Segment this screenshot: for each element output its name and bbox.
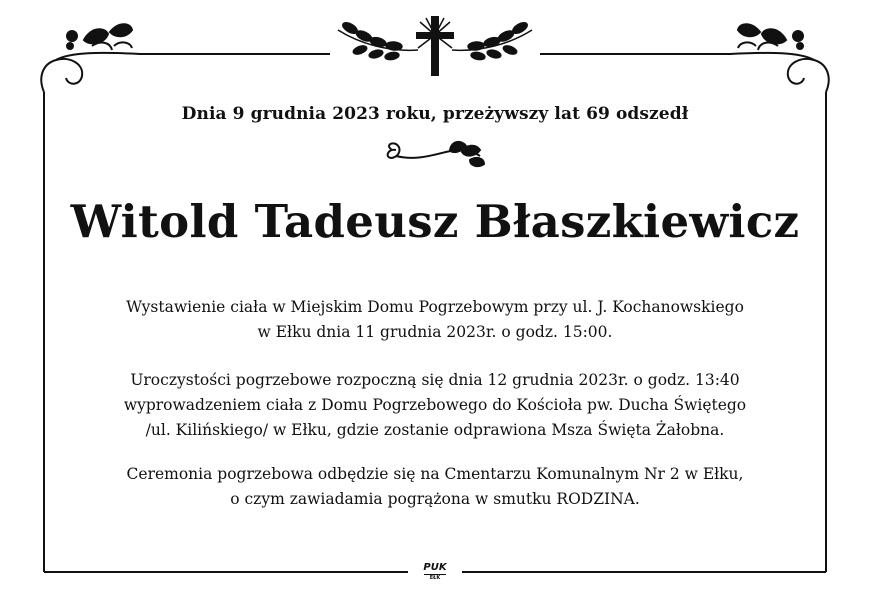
burial-paragraph — [60, 462, 810, 512]
puk-logo — [412, 563, 458, 581]
corner-flourish-icon — [41, 24, 140, 92]
paragraph-line: o czym zawiadamia pogrążona w smutku RODZINA. — [230, 490, 640, 508]
paragraph-line: w Ełku dnia 11 grudnia 2023r. o godz. 15:00. — [257, 323, 613, 341]
leaf-swirl-divider-icon — [388, 142, 484, 166]
paragraph-line: Uroczystości pogrzebowe rozpoczną się dnia 12 grudnia 2023r. o godz. 13:40 — [130, 371, 740, 389]
death-notice-headline: Dnia 9 grudnia 2023 roku, przeżywszy lat 69 odszedł — [181, 104, 689, 124]
paragraph-line: Wystawienie ciała w Miejskim Domu Pogrzebowym przy ul. J. Kochanowskiego — [126, 298, 744, 316]
logo-main-text: PUK — [423, 562, 447, 573]
logo-sub-text: EŁK — [424, 574, 446, 581]
paragraph-line: wyprowadzeniem ciała z Domu Pogrzebowego do Kościoła pw. Ducha Świętego — [123, 396, 747, 414]
paragraph-line: /ul. Kilińskiego/ w Ełku, gdzie zostanie odprawiona Msza Święta Żałobna. — [145, 421, 725, 439]
cross-with-laurel-icon — [338, 16, 532, 76]
viewing-paragraph — [60, 295, 810, 345]
corner-flourish-icon — [730, 24, 829, 92]
ceremony-paragraph — [60, 368, 810, 443]
deceased-name: Witold Tadeusz Błaszkiewicz — [70, 195, 800, 248]
paragraph-line: Ceremonia pogrzebowa odbędzie się na Cmentarzu Komunalnym Nr 2 w Ełku, — [126, 465, 744, 483]
